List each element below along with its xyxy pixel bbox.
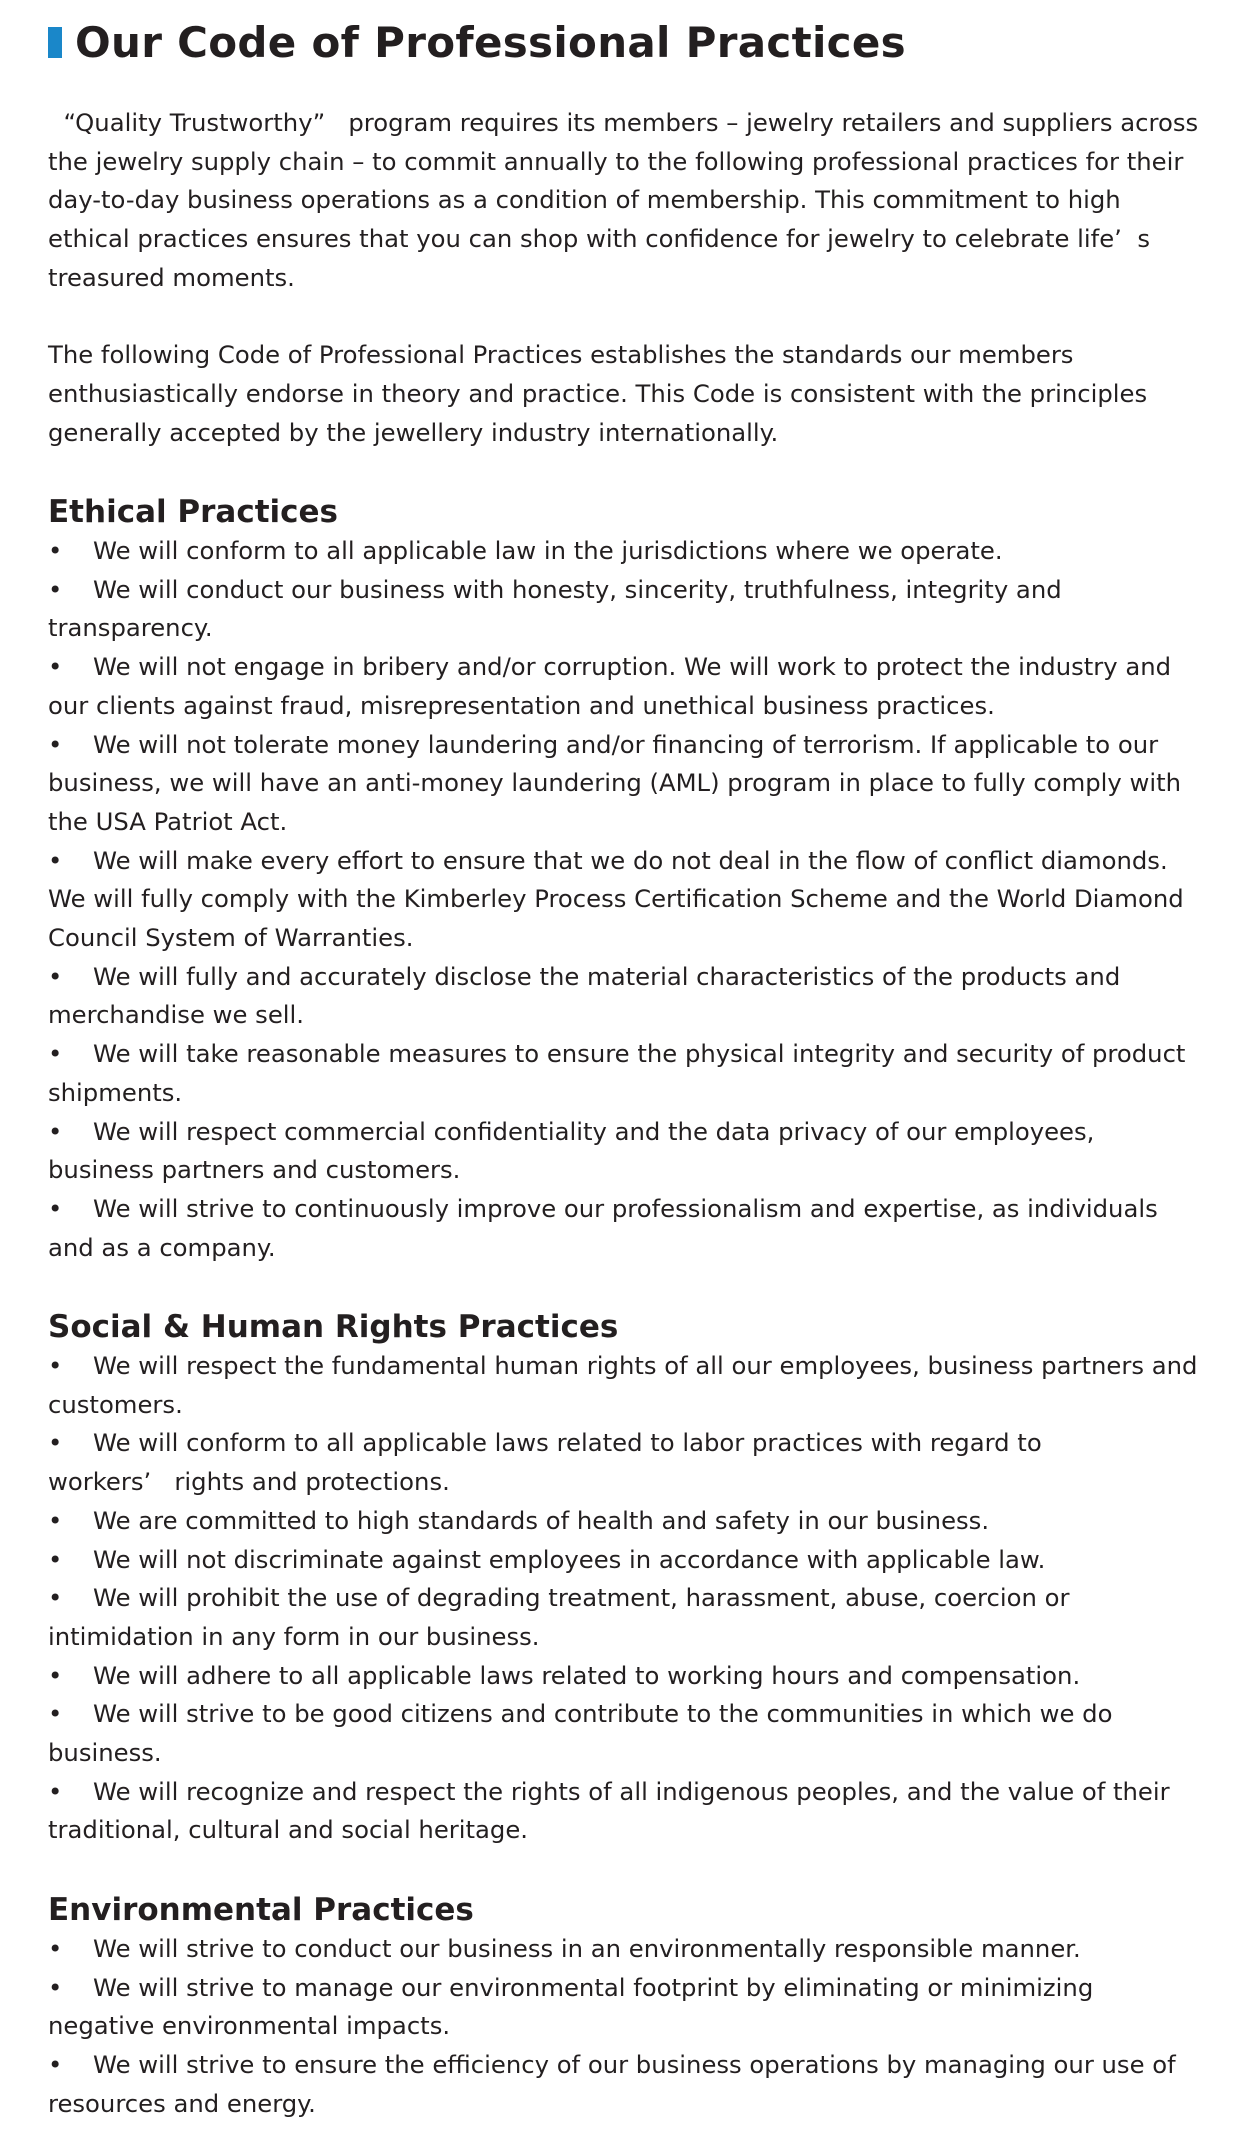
practice-list xyxy=(48,1930,1201,2124)
list-item xyxy=(48,1035,1201,1112)
bullet-icon: • xyxy=(48,1699,63,1729)
list-item xyxy=(48,1969,1201,2046)
practice-list xyxy=(48,532,1201,1267)
bullet-icon: • xyxy=(48,652,63,682)
list-item xyxy=(48,1695,1201,1772)
list-item-text: We will strive to manage our environmental footprint by eliminating or minimizing negative environmental impacts. xyxy=(48,1972,1094,2041)
list-item-text: We will recognize and respect the rights of all indigenous peoples, and the value of their traditional, cultural and social heritage. xyxy=(48,1776,1170,1845)
bullet-icon: • xyxy=(48,1660,63,1690)
list-item-text: We will conduct our business with honesty, sincerity, truthfulness, integrity and transparency. xyxy=(48,574,1062,643)
list-item xyxy=(48,2046,1201,2123)
list-item xyxy=(48,1190,1201,1267)
section-social-human-rights-practices xyxy=(48,1306,1201,1850)
list-item xyxy=(48,1773,1201,1850)
intro-paragraph: The following Code of Professional Practices establishes the standards our members enthusiastically endorse in theory and practice. This Code is consistent with the principles generally accepted by the jewellery industry internationally. xyxy=(48,340,1148,447)
list-item-text: We are committed to high standards of health and safety in our business. xyxy=(93,1505,990,1535)
list-item-text: We will take reasonable measures to ensure the physical integrity and security of product shipments. xyxy=(48,1039,1186,1107)
list-item-text: We will not discriminate against employees in accordance with applicable law. xyxy=(93,1544,1046,1574)
bullet-icon: • xyxy=(48,845,63,875)
list-item-text: We will strive to be good citizens and contribute to the communities in which we do business. xyxy=(48,1699,1113,1768)
list-item-text: We will make every effort to ensure that we do not deal in the flow of conflict diamonds. We will fully comply with the Kimberley Process Certification Scheme and the World Diamond Council System of Warranties. xyxy=(48,845,1184,953)
intro xyxy=(48,104,1201,452)
page-title-text: Our Code of Professional Practices xyxy=(75,17,906,67)
practice-sections xyxy=(48,452,1201,2123)
bullet-icon: • xyxy=(48,1428,63,1458)
list-item-text: We will prohibit the use of degrading treatment, harassment, abuse, coercion or intimidation in any form in our business. xyxy=(48,1583,1070,1651)
list-item-text: We will strive to continuously improve our professionalism and expertise, as individuals and as a company. xyxy=(48,1193,1158,1262)
bullet-icon: • xyxy=(48,574,63,604)
bullet-icon: • xyxy=(48,1505,63,1535)
list-item xyxy=(48,532,1201,571)
bullet-icon: • xyxy=(48,1116,63,1146)
bullet-icon: • xyxy=(48,961,63,991)
page-title xyxy=(48,0,1201,70)
list-item-text: We will fully and accurately disclose the material characteristics of the products and merchandise we sell. xyxy=(48,961,1121,1030)
bullet-icon: • xyxy=(48,729,63,759)
list-item-text: We will conform to all applicable law in the jurisdictions where we operate. xyxy=(93,536,1003,565)
intro-paragraph: “Quality Trustworthy” program requires its members – jewelry retailers and suppliers across the jewelry supply chain – to commit annually to the following professional practices for their day-to-day business operations as a condition of membership. This commitment to high ethical practices ensures that you can shop with confidence for jewelry to celebrate life’ s treasured moments. xyxy=(48,108,1199,292)
list-item-text: We will respect commercial confidentiality and the data privacy of our employees, business partners and customers. xyxy=(48,1116,1095,1185)
list-item xyxy=(48,1113,1201,1190)
section-ethical-practices xyxy=(48,491,1201,1267)
list-item xyxy=(48,1347,1201,1424)
section-environmental-practices xyxy=(48,1889,1201,2124)
bullet-icon: • xyxy=(48,1193,63,1223)
section-heading: Environmental Practices xyxy=(48,1891,474,1928)
list-item xyxy=(48,571,1201,648)
list-item-text: We will strive to conduct our business in an environmentally responsible manner. xyxy=(93,1933,1081,1963)
list-item-text: We will strive to ensure the efficiency of our business operations by managing our use of resources and energy. xyxy=(48,2049,1176,2118)
list-item xyxy=(48,1657,1201,1696)
section-heading: Ethical Practices xyxy=(48,494,339,530)
list-item xyxy=(48,1502,1201,1541)
bullet-icon: • xyxy=(48,2049,63,2079)
list-item xyxy=(48,1424,1201,1501)
bullet-icon: • xyxy=(48,1776,63,1806)
list-item-text: We will respect the fundamental human rights of all our employees, business partners and customers. xyxy=(48,1351,1198,1419)
practice-list xyxy=(48,1347,1201,1850)
bullet-icon: • xyxy=(48,536,63,565)
list-item xyxy=(48,1930,1201,1969)
list-item xyxy=(48,1541,1201,1580)
bullet-icon: • xyxy=(48,1933,63,1963)
bullet-icon: • xyxy=(48,1544,63,1574)
list-item-text: We will conform to all applicable laws related to labor practices with regard to workers’ rights and protections. xyxy=(48,1428,1042,1497)
list-item xyxy=(48,1579,1201,1656)
list-item-text: We will not tolerate money laundering and/or financing of terrorism. If applicable to our business, we will have an anti-money laundering (AML) program in place to fully comply with the USA Patriot Act. xyxy=(48,729,1182,836)
list-item xyxy=(48,726,1201,842)
list-item xyxy=(48,958,1201,1035)
title-accent-bar xyxy=(48,27,62,58)
list-item xyxy=(48,648,1201,725)
section-heading: Social & Human Rights Practices xyxy=(48,1309,619,1346)
list-item-text: We will adhere to all applicable laws related to working hours and compensation. xyxy=(93,1660,1081,1690)
bullet-icon: • xyxy=(48,1351,63,1381)
list-item-text: We will not engage in bribery and/or corruption. We will work to protect the industry and our clients against fraud, misrepresentation and unethical business practices. xyxy=(48,652,1172,720)
list-item xyxy=(48,842,1201,958)
bullet-icon: • xyxy=(48,1972,63,2002)
bullet-icon: • xyxy=(48,1039,63,1069)
bullet-icon: • xyxy=(48,1583,63,1613)
